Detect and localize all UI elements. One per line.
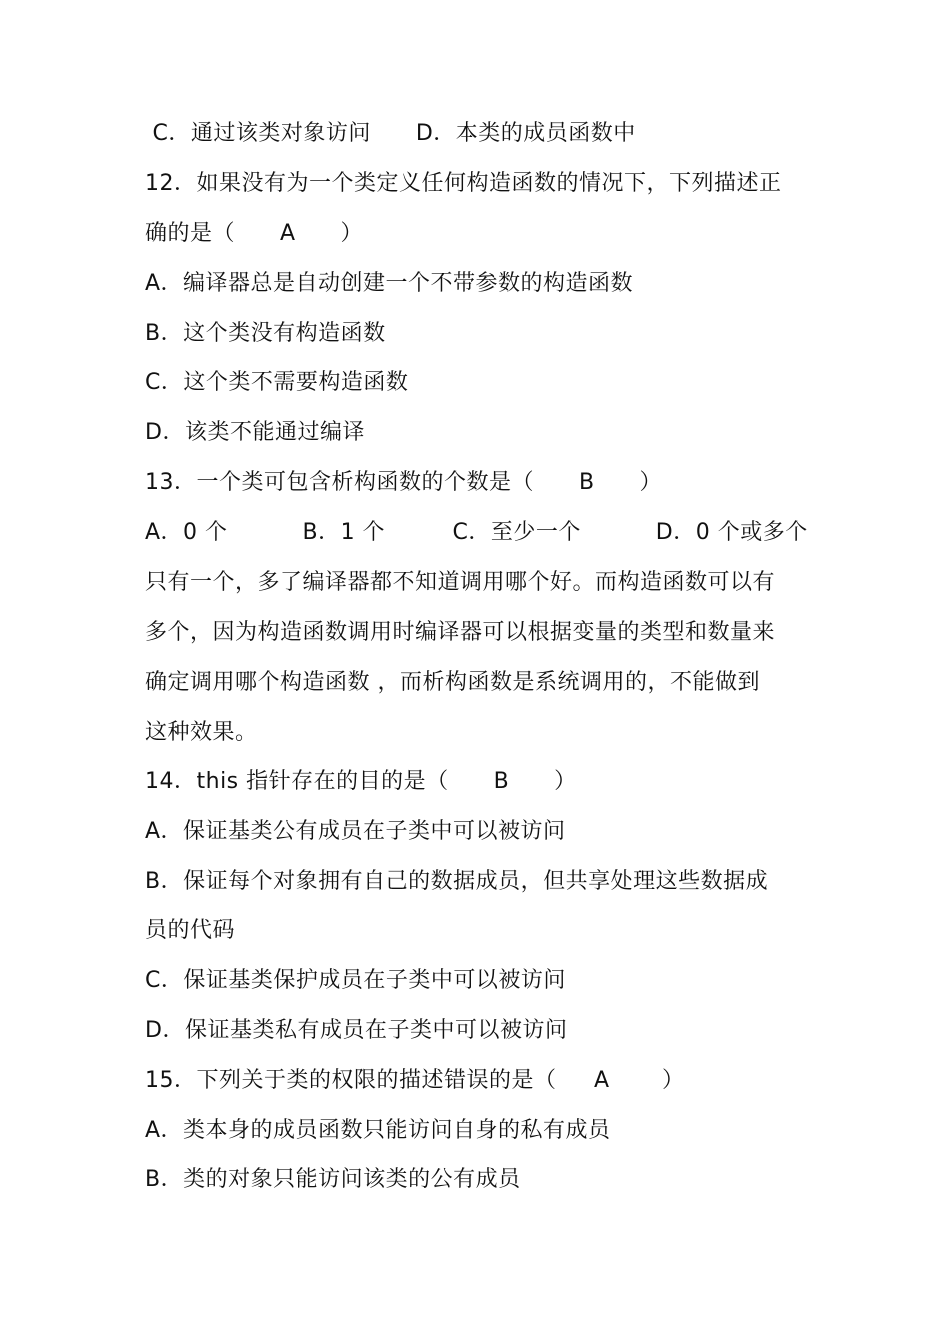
text-line-q14-option-a: A．保证基类公有成员在子类中可以被访问 <box>145 819 566 844</box>
text-line-q12-option-b: B．这个类没有构造函数 <box>145 321 386 346</box>
text-line-q15-option-a: A．类本身的成员函数只能访问自身的私有成员 <box>145 1118 611 1143</box>
text-line-q14-stem: 14．this 指针存在的目的是（ B ） <box>145 769 577 794</box>
text-line-q13-explanation-1: 只有一个，多了编译器都不知道调用哪个好。而构造函数可以有 <box>145 570 776 595</box>
text-line-q12-stem-cont: 确的是（ A ） <box>145 221 363 246</box>
text-line-q13-stem: 13．一个类可包含析构函数的个数是（ B ） <box>145 470 663 495</box>
text-line-q13-explanation-4: 这种效果。 <box>145 720 258 745</box>
text-line-q13-explanation-2: 多个，因为构造函数调用时编译器可以根据变量的类型和数量来 <box>145 620 776 645</box>
text-line-q13-options: A．0 个 B．1 个 C．至少一个 D．0 个或多个 <box>145 520 808 545</box>
text-line-q15-stem: 15．下列关于类的权限的描述错误的是（ A ） <box>145 1068 685 1093</box>
text-line-q14-option-b: B．保证每个对象拥有自己的数据成员，但共享处理这些数据成 <box>145 869 769 894</box>
text-line-q14-option-b-cont: 员的代码 <box>145 918 236 943</box>
text-line-q12-stem: 12．如果没有为一个类定义任何构造函数的情况下，下列描述正 <box>145 171 782 196</box>
text-line-q12-option-c: C．这个类不需要构造函数 <box>145 370 409 395</box>
text-line-q12-option-a: A．编译器总是自动创建一个不带参数的构造函数 <box>145 271 634 296</box>
text-line-q14-option-d: D．保证基类私有成员在子类中可以被访问 <box>145 1018 568 1043</box>
text-line-q13-explanation-3: 确定调用哪个构造函数 ，而析构函数是系统调用的，不能做到 <box>145 670 760 695</box>
text-line-q15-option-b: B．类的对象只能访问该类的公有成员 <box>145 1167 521 1192</box>
text-line-q12-option-d: D．该类不能通过编译 <box>145 420 365 445</box>
text-line-q11-options-cd: C．通过该类对象访问 D．本类的成员函数中 <box>145 121 636 146</box>
text-line-q14-option-c: C．保证基类保护成员在子类中可以被访问 <box>145 968 566 993</box>
